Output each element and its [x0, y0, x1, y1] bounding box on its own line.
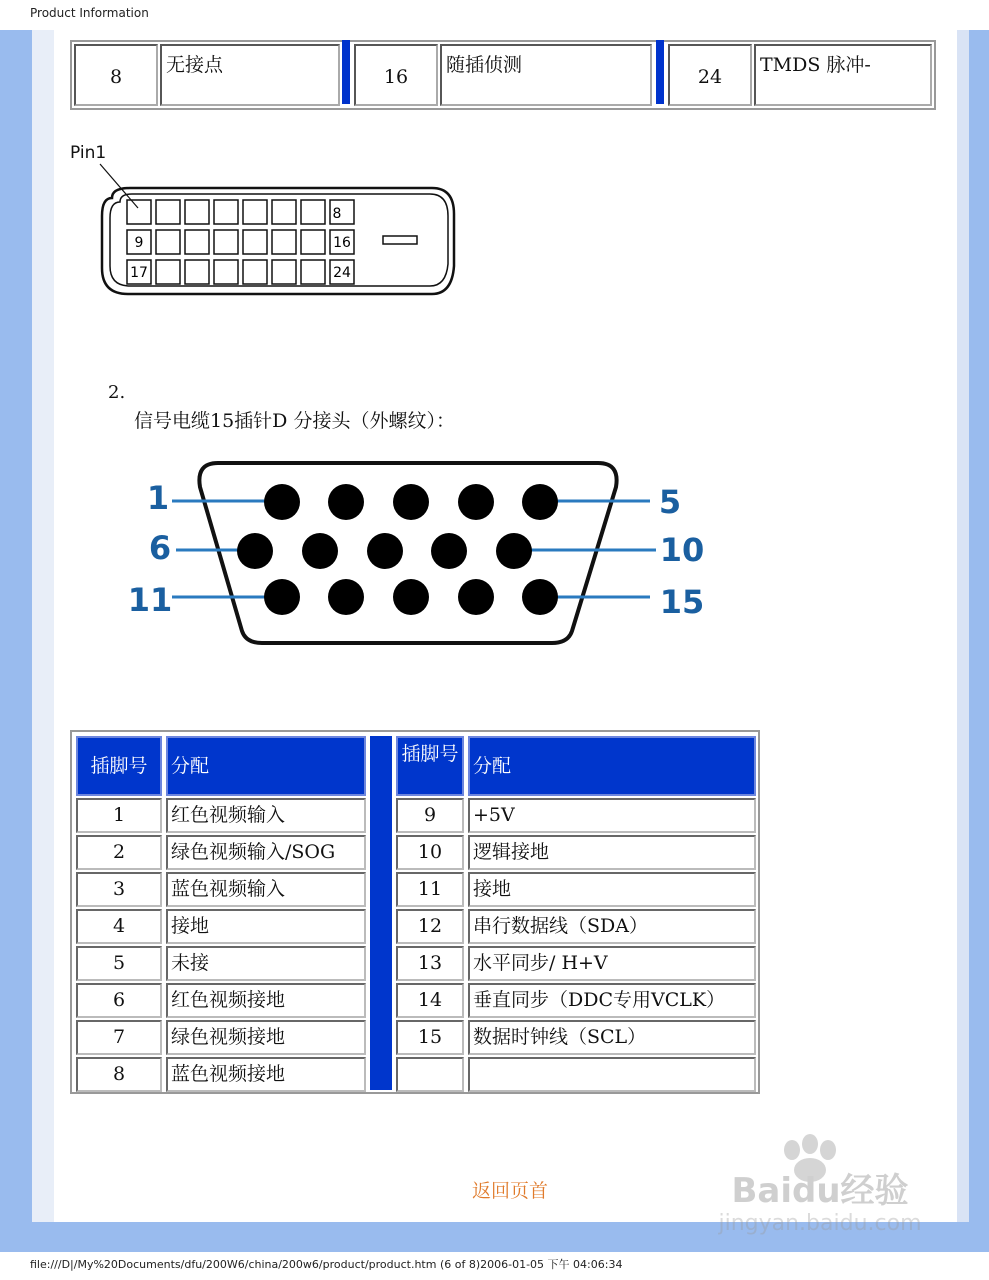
pin-assignment-cell: 绿色视频输入/SOG — [166, 835, 366, 870]
dvi-shell-outer — [102, 188, 454, 294]
pin-number-cell: 8 — [76, 1057, 162, 1092]
dvi-connector-diagram — [60, 136, 480, 306]
pin-assignment-cell: 接地 — [166, 909, 366, 944]
dvi-pin-18 — [156, 260, 180, 284]
back-to-top-link[interactable]: 返回页首 — [472, 1180, 549, 1202]
pin-assignment-cell: 水平同步/ H+V — [468, 946, 756, 981]
page-right-border — [957, 30, 969, 1222]
baidu-watermark — [700, 1130, 940, 1240]
pin-number-cell: 16 — [354, 44, 438, 106]
dvi-pin-15 — [301, 230, 325, 254]
pin-number-cell: 2 — [76, 835, 162, 870]
table-center-separator — [370, 736, 392, 1090]
column-separator — [342, 40, 350, 104]
section-title: 信号电缆15插针D 分接头（外螺纹）： — [134, 410, 455, 432]
vga-pin-12 — [328, 579, 364, 615]
dvi-pin-7 — [301, 200, 325, 224]
vga-label-10: 10 — [659, 531, 705, 569]
pin-assignment-cell: 垂直同步（DDC专用VCLK） — [468, 983, 756, 1018]
pin-number-cell: 24 — [668, 44, 752, 106]
dvi-pin-label-8: 8 — [332, 206, 342, 222]
dvi-pin-23 — [301, 260, 325, 284]
pin-number-cell: 9 — [396, 798, 464, 833]
dvi-pin-label-17: 17 — [130, 265, 148, 281]
vga-label-15: 15 — [659, 583, 705, 621]
dvi-pin-4 — [214, 200, 238, 224]
dvi-pin-14 — [272, 230, 296, 254]
dvi-pin-20 — [214, 260, 238, 284]
header-assign-left: 分配 — [166, 736, 366, 796]
vga-label-11: 11 — [127, 581, 173, 619]
header-pin-right: 插脚号 — [396, 736, 464, 796]
dvi-pin-6 — [272, 200, 296, 224]
pin1-label: Pin1 — [70, 143, 107, 163]
pin-number-cell: 4 — [76, 909, 162, 944]
pin-assignment-cell: 串行数据线（SDA） — [468, 909, 756, 944]
vga-pin-8 — [367, 533, 403, 569]
pin-number-cell: 1 — [76, 798, 162, 833]
pin-assignment-cell: TMDS 脉冲- — [754, 44, 932, 106]
pin-assignment-cell: 逻辑接地 — [468, 835, 756, 870]
vga-pin-11 — [264, 579, 300, 615]
pin-number-cell: 13 — [396, 946, 464, 981]
dvi-pin-3 — [185, 200, 209, 224]
vga-pin-9 — [431, 533, 467, 569]
vga-pin-3 — [393, 484, 429, 520]
print-footer: file:///D|/My%20Documents/dfu/200W6/china/200w6/product/product.htm (6 of 8)2006-01-05 下午 04:06:34 — [30, 1258, 623, 1271]
pin-assignment-cell: +5V — [468, 798, 756, 833]
pin-number-cell: 14 — [396, 983, 464, 1018]
vga-pin-14 — [458, 579, 494, 615]
dvi-pin-2 — [156, 200, 180, 224]
pin-number-cell: 8 — [74, 44, 158, 106]
dvi-pin-grid — [127, 200, 354, 284]
watermark-brand: Baidu经验 — [731, 1171, 909, 1211]
pin-number-cell: 10 — [396, 835, 464, 870]
dvi-pin-label-24: 24 — [333, 265, 351, 281]
header-pin-left: 插脚号 — [76, 736, 162, 796]
dvi-shell-inner — [110, 194, 448, 286]
pin-number-cell: 6 — [76, 983, 162, 1018]
vga-pin-4 — [458, 484, 494, 520]
pin-assignment-cell: 绿色视频接地 — [166, 1020, 366, 1055]
vga-pin-13 — [393, 579, 429, 615]
header-assign-right: 分配 — [468, 736, 756, 796]
vga-label-1: 1 — [146, 479, 170, 517]
dvi-pin-1 — [127, 200, 151, 224]
pin-assignment-cell: 未接 — [166, 946, 366, 981]
dvi-flat-blade — [383, 236, 417, 244]
dvi-pin-table-last-row — [70, 40, 936, 110]
pin-assignment-cell: 蓝色视频输入 — [166, 872, 366, 907]
pin-assignment-cell — [468, 1057, 756, 1092]
vga-pin-1 — [264, 484, 300, 520]
pin-number-cell — [396, 1057, 464, 1092]
vga-connector-diagram — [120, 455, 720, 655]
pin-assignment-cell: 随插侦测 — [440, 44, 652, 106]
pin-assignment-cell: 无接点 — [160, 44, 340, 106]
vga-pin-10 — [496, 533, 532, 569]
dvi-pin-label-16: 16 — [333, 235, 351, 251]
dvi-pin-19 — [185, 260, 209, 284]
dvi-pin-13 — [243, 230, 267, 254]
column-separator — [656, 40, 664, 104]
pin-assignment-cell: 红色视频接地 — [166, 983, 366, 1018]
dvi-pin-21 — [243, 260, 267, 284]
section-number: 2. — [108, 382, 126, 403]
pin-number-cell: 15 — [396, 1020, 464, 1055]
vga-pin-5 — [522, 484, 558, 520]
pin-number-cell: 5 — [76, 946, 162, 981]
dvi-pin-label-9: 9 — [134, 235, 144, 251]
vga-pin-15 — [522, 579, 558, 615]
vga-label-5: 5 — [658, 483, 682, 521]
page-left-border — [32, 30, 54, 1222]
vga-pin-2 — [328, 484, 364, 520]
dvi-pin-11 — [185, 230, 209, 254]
dvi-pin-10 — [156, 230, 180, 254]
pin-assignment-cell: 接地 — [468, 872, 756, 907]
pin-number-cell: 12 — [396, 909, 464, 944]
pin-number-cell: 3 — [76, 872, 162, 907]
pin-assignment-cell: 蓝色视频接地 — [166, 1057, 366, 1092]
watermark-url: jingyan.baidu.com — [718, 1211, 922, 1236]
dvi-pin-5 — [243, 200, 267, 224]
vga-pin-7 — [302, 533, 338, 569]
vga-pin-assignment-table — [70, 730, 760, 1094]
dvi-pin-22 — [272, 260, 296, 284]
dvi-pin-12 — [214, 230, 238, 254]
vga-label-6: 6 — [148, 529, 172, 567]
print-header: Product Information — [30, 6, 149, 20]
pin-assignment-cell: 红色视频输入 — [166, 798, 366, 833]
pin-number-cell: 11 — [396, 872, 464, 907]
vga-pin-6 — [237, 533, 273, 569]
pin-assignment-cell: 数据时钟线（SCL） — [468, 1020, 756, 1055]
pin-number-cell: 7 — [76, 1020, 162, 1055]
